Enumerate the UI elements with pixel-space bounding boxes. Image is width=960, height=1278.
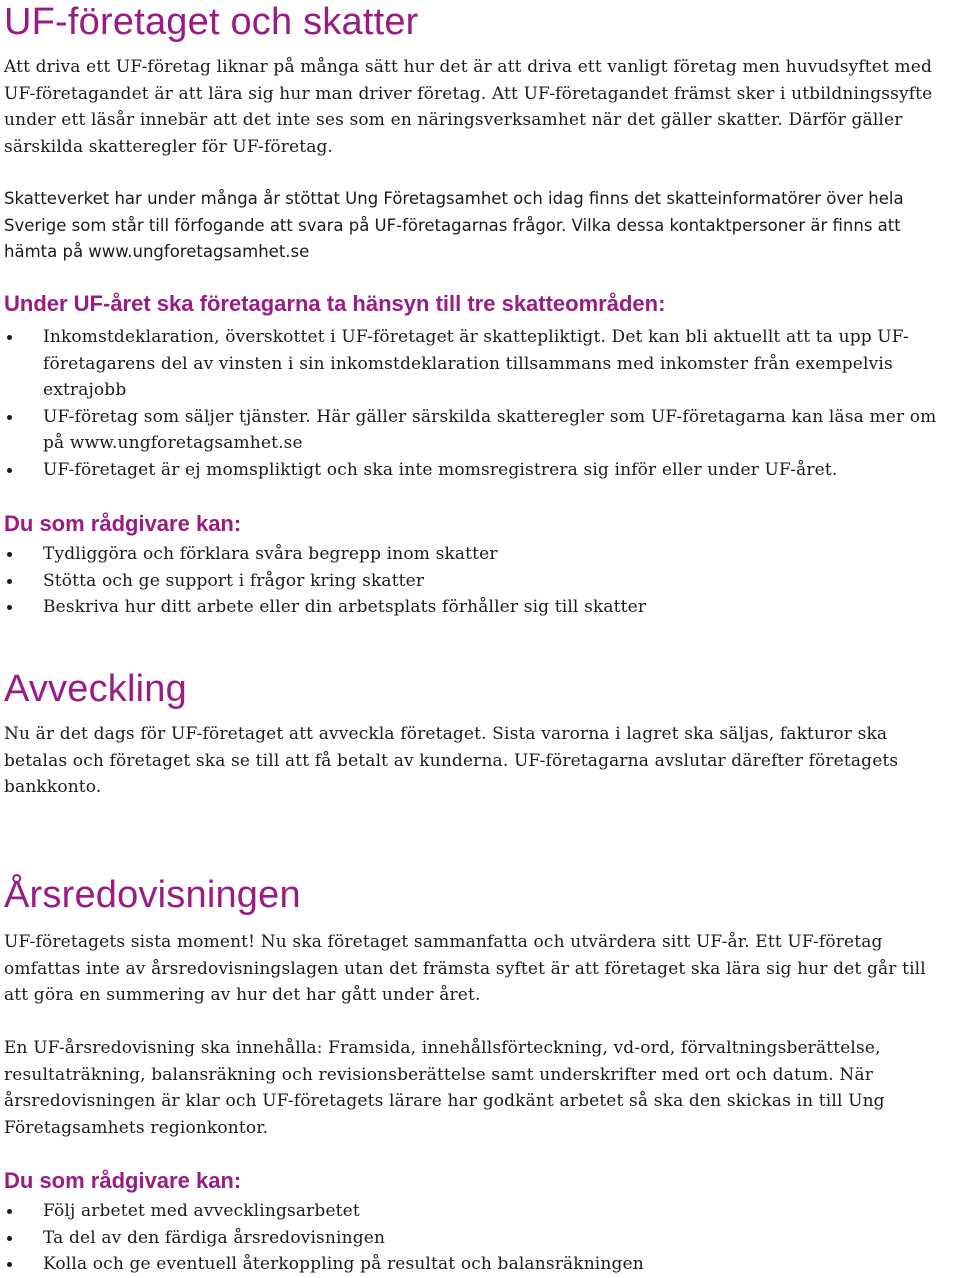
advisor-list [4, 541, 954, 621]
tax-areas-heading: Under UF-året ska företagarna ta hänsyn till tre skatteområden: [4, 291, 666, 316]
list-item: Inkomstdeklaration, överskottet i UF-företaget är skattepliktigt. Det kan bli aktuellt att ta upp UF-företagarens del av vinsten i sin inkomstdeklaration tillsammans med inkomster från exempelvis extrajobb [4, 324, 954, 404]
advisor-heading-2: Du som rådgivare kan: [4, 1168, 242, 1193]
list-item: Beskriva hur ditt arbete eller din arbetsplats förhåller sig till skatter [4, 594, 954, 621]
list-item: Stötta och ge support i frågor kring skatter [4, 568, 954, 595]
skatteverket-paragraph: Skatteverket har under många år stöttat Ung Företagsamhet och idag finns det skatteinformatörer över hela Sverige som står till förfogande att svara på UF-företagarnas frågor. Vilka dessa kontaktpersoner är finns att hämta på www.ungforetagsamhet.se [4, 189, 904, 261]
list-item: UF-företag som säljer tjänster. Här gäller särskilda skatteregler som UF-företagarna kan läsa mer om på www.ungforetagsamhet.se [4, 404, 954, 457]
list-item: Kolla och ge eventuell återkoppling på resultat och balansräkningen [4, 1251, 954, 1278]
avveckling-paragraph: Nu är det dags för UF-företaget att avveckla företaget. Sista varorna i lagret ska säljas, fakturor ska betalas och företaget ska se till att få betalt av kunderna. UF-företagarna avslutar därefter företagets bankkonto. [4, 724, 899, 797]
heading-uf-foretaget-och-skatter: UF-företaget och skatter [4, 1, 419, 43]
heading-arsredovisningen: Årsredovisningen [4, 874, 301, 916]
list-item: Följ arbetet med avvecklingsarbetet [4, 1198, 954, 1225]
list-item: Tydliggöra och förklara svåra begrepp inom skatter [4, 541, 954, 568]
arsredovisning-paragraph-1: UF-företagets sista moment! Nu ska företaget sammanfatta och utvärdera sitt UF-år. Ett UF-företag omfattas inte av årsredovisningslagen utan det främsta syftet är att företaget ska lära sig hur det går till att göra en summering av hur det har gått under året. [4, 932, 926, 1005]
heading-avveckling: Avveckling [4, 668, 187, 710]
advisor-list-2 [4, 1198, 954, 1278]
intro-paragraph: Att driva ett UF-företag liknar på många sätt hur det är att driva ett vanligt företag men huvudsyftet med UF-företagandet är att lära sig hur man driver företag. Att UF-företagandet främst sker i utbildningssyfte under ett läsår innebär att det inte ses som en näringsverksamhet när det gäller skatter. Därför gäller särskilda skatteregler för UF-företag. [4, 57, 933, 157]
arsredovisning-paragraph-2: En UF-årsredovisning ska innehålla: Framsida, innehållsförteckning, vd-ord, förvaltningsberättelse, resultaträkning, balansräkning och revisionsberättelse samt underskrifter med ort och datum. När årsredovisningen är klar och UF-företagets lärare har godkänt arbetet så ska den skickas in till Ung Företagsamhets regionkontor. [4, 1038, 885, 1138]
tax-areas-list [4, 324, 954, 483]
advisor-heading: Du som rådgivare kan: [4, 511, 242, 536]
list-item: UF-företaget är ej momspliktigt och ska inte momsregistrera sig inför eller under UF-året. [4, 457, 954, 484]
list-item: Ta del av den färdiga årsredovisningen [4, 1225, 954, 1252]
